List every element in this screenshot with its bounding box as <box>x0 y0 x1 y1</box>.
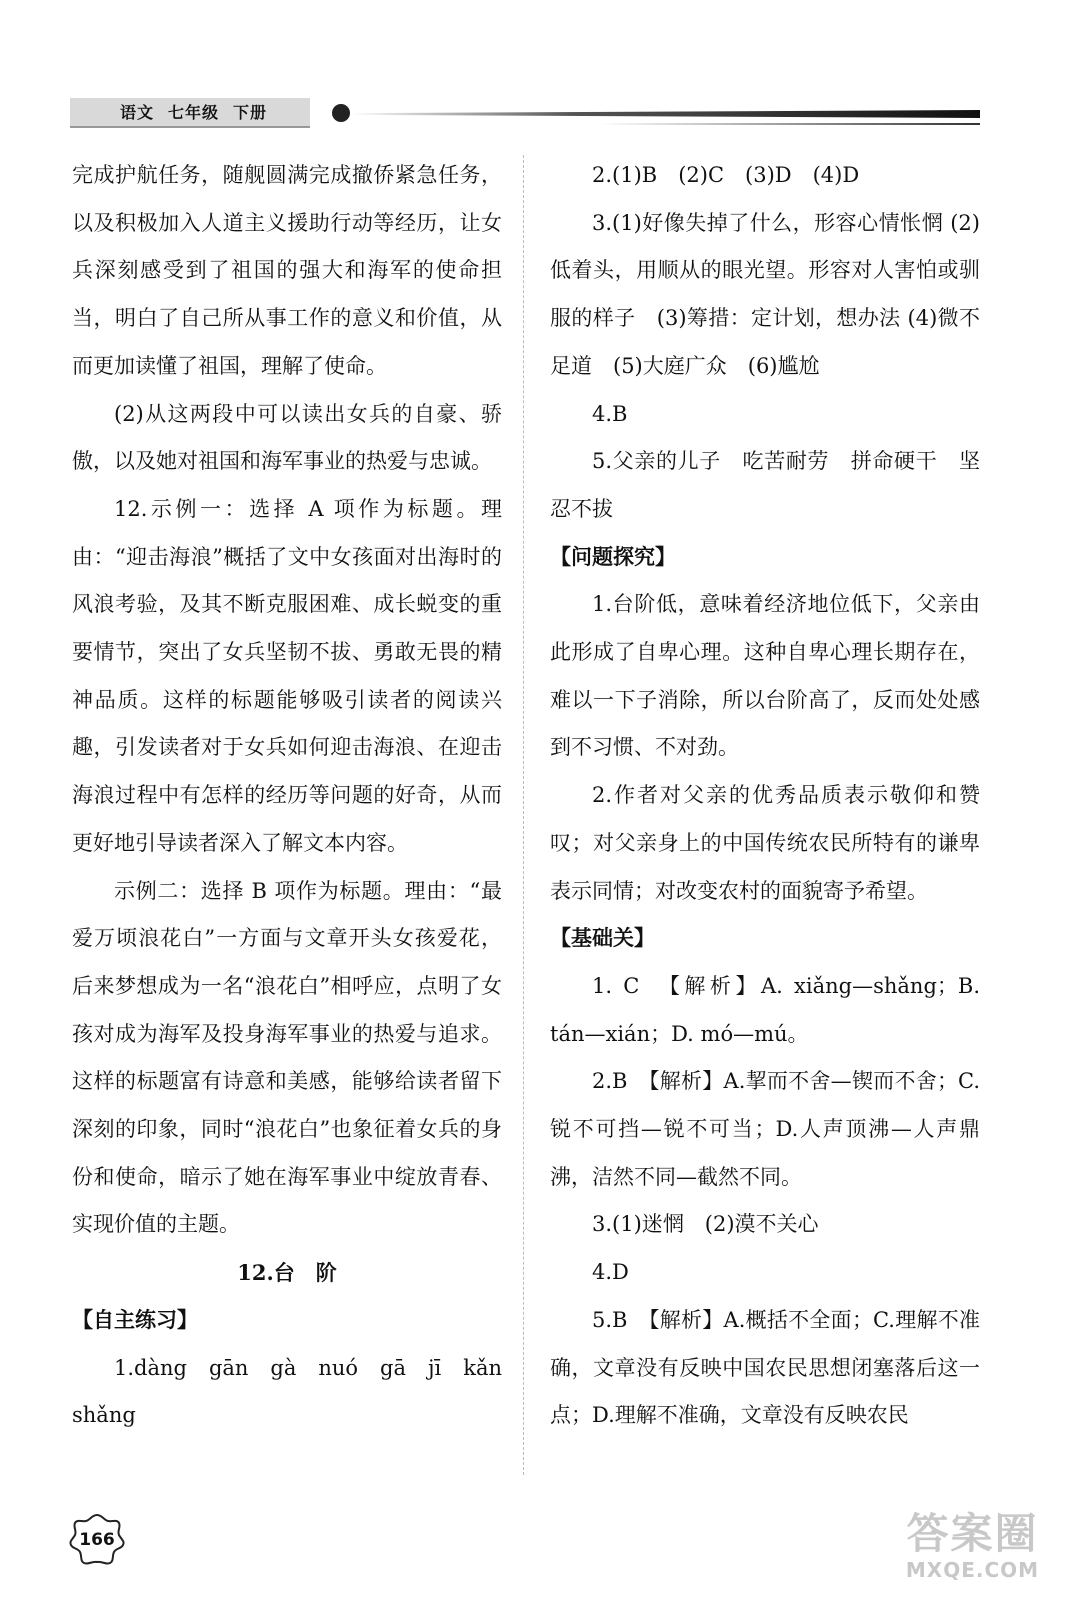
paragraph: 1.dàng gān gà nuó gā jī kǎn shǎng <box>72 1355 523 1428</box>
page-number: 166 <box>79 1530 115 1550</box>
paragraph: 2.(1)B (2)C (3)D (4)D <box>592 163 860 187</box>
paragraph: 1. C 【解析】A. xiǎng—shǎng；B. tán—xián；D. mó—mú。 <box>550 973 980 1046</box>
paragraph: 12.示例一：选择 A 项作为标题。理由：“迎击海浪”概括了文中女孩面对出海时的风浪考验，及其不断克服困难、成长蜕变的重要情节，突出了女兵坚韧不拔、勇敢无畏的精神品质。这样的标题能够吸引读者的阅读兴趣，引发读者对于女兵如何迎击海浪、在迎击海浪过程中有怎样的经历等问题的好奇，从而更好地引导读者深入了解文本内容。 <box>72 496 502 855</box>
header-rule-thin <box>600 123 980 125</box>
paragraph: 5.父亲的儿子 吃苦耐劳 拼命硬干 坚忍不拔 <box>550 449 980 521</box>
header-grade: 七年级 <box>168 103 220 122</box>
paragraph: 2.B 【解析】A.挈而不舍—锲而不舍；C.锐不可挡—锐不可当；D.人声顶沸—人声鼎沸，洁然不同—截然不同。 <box>550 1069 980 1189</box>
header-subject: 语文 <box>120 103 155 122</box>
paragraph: 4.D <box>592 1260 629 1285</box>
header-tab <box>70 98 310 128</box>
paragraph: 2.作者对父亲的优秀品质表示敬仰和赞叹；对父亲身上的中国传统农民所特有的谦卑表示同情；对改变农村的面貌寄予希望。 <box>550 783 980 903</box>
paragraph: 完成护航任务，随舰圆满完成撤侨紧急任务，以及积极加入人道主义援助行动等经历，让女兵深刻感受到了祖国的强大和海军的使命担当，明白了自己所从事工作的意义和价值，从而更加读懂了祖国，理解了使命。 <box>72 163 502 378</box>
watermark-main: 答案圈 <box>906 1509 1039 1558</box>
section-heading: 【基础关】 <box>550 926 655 951</box>
watermark <box>880 1510 1065 1590</box>
left-column <box>72 152 523 1440</box>
section-heading: 【问题探究】 <box>550 544 676 569</box>
watermark-sub: MXQE.COM <box>905 1558 1040 1582</box>
paragraph: (2)从这两段中可以读出女兵的自豪、骄傲，以及她对祖国和海军事业的热爱与忠诚。 <box>72 401 502 474</box>
right-column <box>550 152 980 1440</box>
paragraph: 示例二：选择 B 项作为标题。理由：“最爱万顷浪花白”一方面与文章开头女孩爱花，后来梦想成为一名“浪花白”相呼应，点明了女孩对成为海军及投身海军事业的热爱与追求。这样的标题富有诗意和美感，能够给读者留下深刻的印象，同时“浪花白”也象征着女兵的身份和使命，暗示了她在海军事业中绽放青春、实现价值的主题。 <box>72 878 502 1237</box>
paragraph: 1.台阶低，意味着经济地位低下，父亲由此形成了自卑心理。这种自卑心理长期存在，难以一下子消除，所以台阶高了，反而处处感到不习惯、不对劲。 <box>550 592 980 760</box>
paragraph: 3.(1)迷惘 (2)漠不关心 <box>592 1212 819 1237</box>
paragraph: 4.B <box>592 401 628 426</box>
header-dot <box>332 104 350 122</box>
section-heading: 【自主练习】 <box>72 1307 198 1332</box>
column-divider <box>523 155 524 1475</box>
lesson-title: 12.台 阶 <box>237 1260 337 1286</box>
paragraph: 3.(1)好像失掉了什么，形容心情怅惘 (2)低着头，用顺从的眼光望。形容对人害怕或驯服的样子 (3)筹措：定计划，想办法 (4)微不足道 (5)大庭广众 (6)尴尬 <box>550 210 980 378</box>
paragraph: 5.B 【解析】A.概括不全面；C.理解不准确，文章没有反映中国农民思想闭塞落后这一点；D.理解不准确，文章没有反映农民 <box>550 1307 980 1428</box>
header-rule <box>350 110 980 118</box>
header-volume: 下册 <box>233 103 268 122</box>
